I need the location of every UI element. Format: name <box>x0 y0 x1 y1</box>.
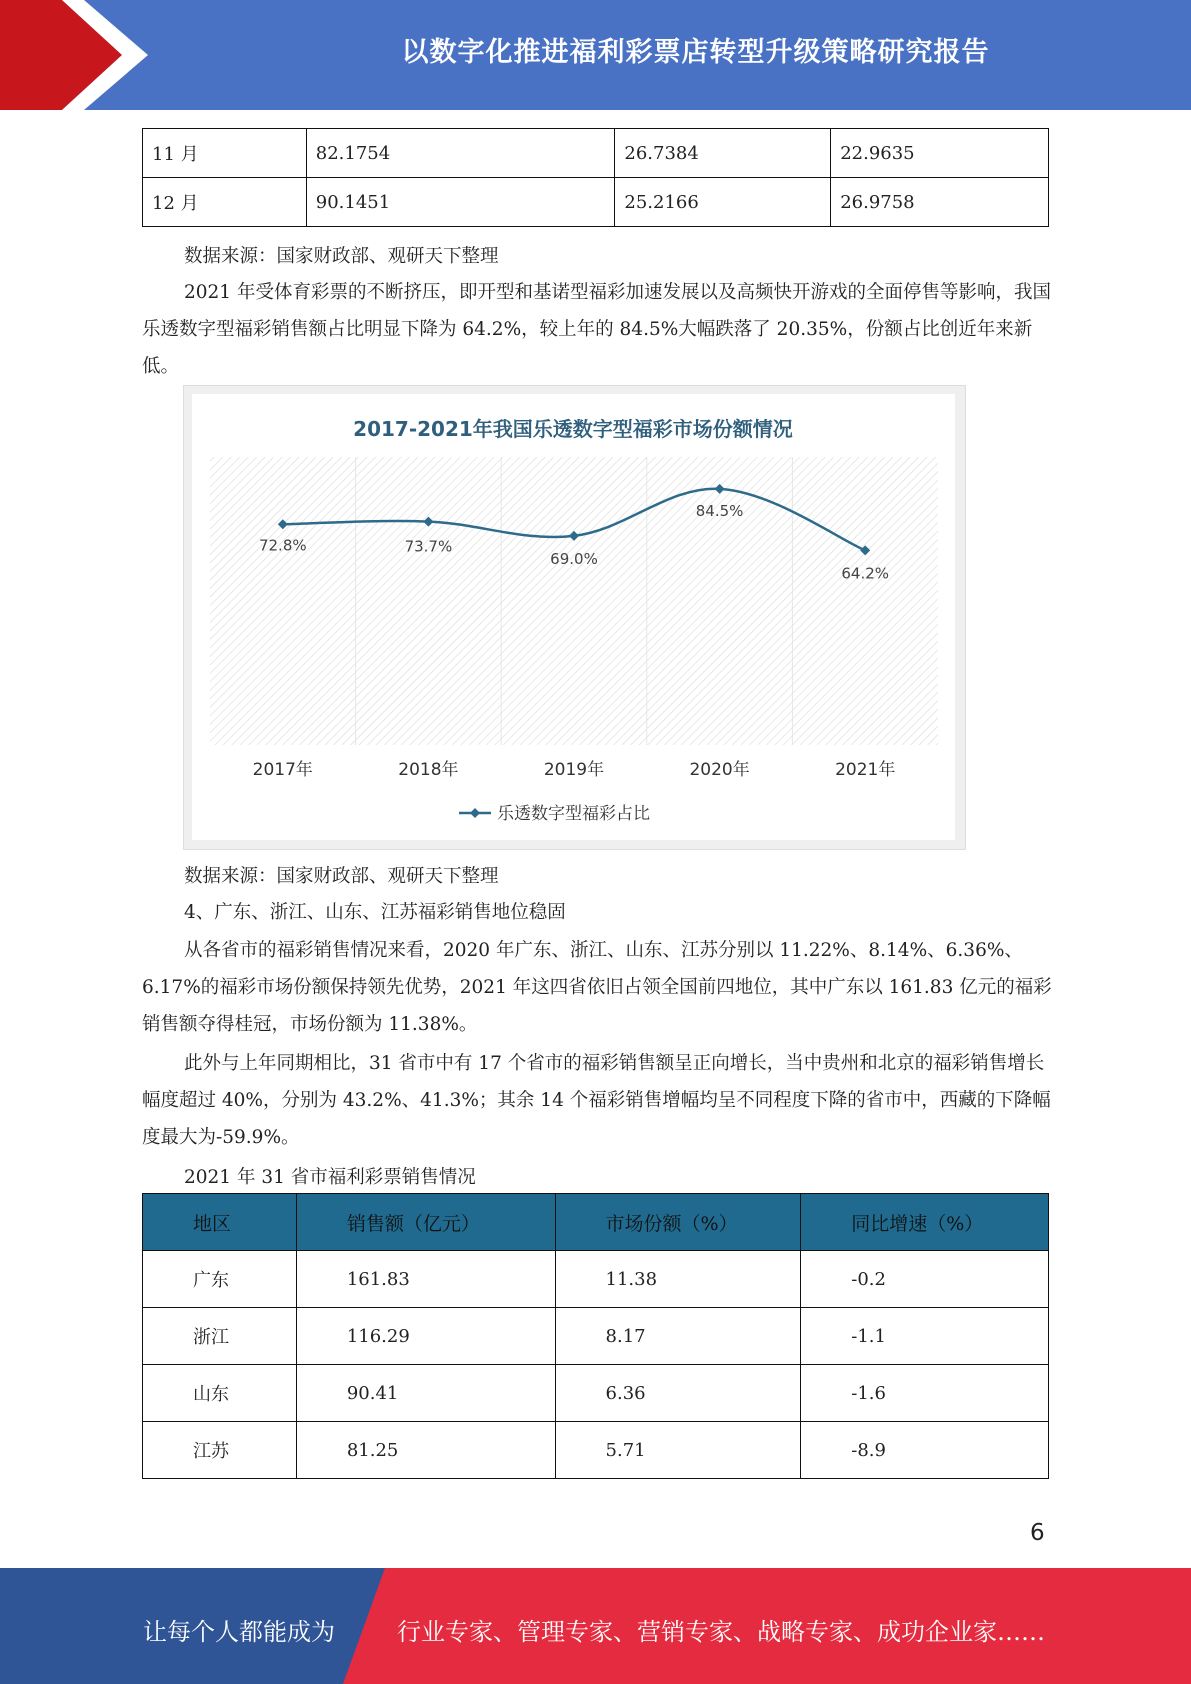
monthly-sales-table <box>142 128 1049 227</box>
table-cell: 82.1754 <box>306 129 615 178</box>
province-sales-table <box>142 1193 1049 1479</box>
data-label: 73.7% <box>404 537 453 556</box>
line-chart <box>192 394 955 840</box>
table-cell: 11 月 <box>143 129 307 178</box>
column-header: 市场份额（%） <box>555 1194 801 1251</box>
legend-label: 乐透数字型福彩占比 <box>497 804 650 824</box>
chart-frame <box>183 385 966 850</box>
data-label: 72.8% <box>258 536 307 555</box>
table-cell: 江苏 <box>143 1422 297 1479</box>
page-number: 6 <box>1030 1520 1045 1546</box>
table-cell: 116.29 <box>296 1308 555 1365</box>
legend-marker <box>470 808 480 818</box>
table-cell: 22.9635 <box>831 129 1049 178</box>
column-header: 销售额（亿元） <box>296 1194 555 1251</box>
plot-area <box>210 457 938 745</box>
table-cell: 广东 <box>143 1251 297 1308</box>
table-row <box>143 1308 1049 1365</box>
chart-title: 2017-2021年我国乐透数字型福彩市场份额情况 <box>353 417 793 441</box>
x-tick-label: 2021年 <box>835 760 896 780</box>
table-cell: -1.6 <box>801 1365 1049 1422</box>
table-cell: 26.9758 <box>831 178 1049 227</box>
data-source-note: 数据来源：国家财政部、观研天下整理 <box>184 866 499 887</box>
header-arrow-decoration <box>0 0 200 110</box>
x-tick-label: 2018年 <box>398 760 459 780</box>
table-row <box>143 1365 1049 1422</box>
table-cell: -8.9 <box>801 1422 1049 1479</box>
chart-area <box>192 394 955 840</box>
table-cell: 81.25 <box>296 1422 555 1479</box>
page-header <box>0 0 1191 110</box>
column-header: 地区 <box>143 1194 297 1251</box>
footer-slogan-right: 行业专家、管理专家、营销专家、战略专家、成功企业家…… <box>397 1618 1045 1646</box>
x-tick-label: 2017年 <box>252 760 313 780</box>
table-cell: 26.7384 <box>615 129 831 178</box>
table-header-row <box>143 1194 1049 1251</box>
section-heading: 4、广东、浙江、山东、江苏福彩销售地位稳固 <box>184 902 566 923</box>
table-row <box>143 1422 1049 1479</box>
paragraph: 2021 年受体育彩票的不断挤压，即开型和基诺型福彩加速发展以及高频快开游戏的全面停售等影响，我国乐透数字型福彩销售额占比明显下降为 64.2%，较上年的 84.5%大幅跌落了 20.35%，份额占比创近年来新低。 <box>142 282 1051 377</box>
table-cell: 山东 <box>143 1365 297 1422</box>
paragraph: 从各省市的福彩销售情况来看，2020 年广东、浙江、山东、江苏分别以 11.22%、8.14%、6.36%、6.17%的福彩市场份额保持领先优势，2021 年这四省依旧占领全国前四地位，其中广东以 161.83 亿元的福彩销售额夺得桂冠，市场份额为 11.38%。 <box>142 940 1052 1035</box>
table-cell: 12 月 <box>143 178 307 227</box>
data-label: 84.5% <box>695 501 744 520</box>
x-tick-label: 2020年 <box>689 760 750 780</box>
page-footer <box>0 1568 1191 1684</box>
paragraph: 此外与上年同期相比，31 省市中有 17 个省市的福彩销售额呈正向增长，当中贵州和北京的福彩销售增长幅度超过 40%，分别为 43.2%、41.3%；其余 14 个福彩销售增幅均呈不同程度下降的省市中，西藏的下降幅度最大为-59.9%。 <box>142 1053 1051 1148</box>
table-cell: 90.1451 <box>306 178 615 227</box>
table-caption: 2021 年 31 省市福利彩票销售情况 <box>184 1167 476 1188</box>
table-cell: 11.38 <box>555 1251 801 1308</box>
table-row <box>143 129 1049 178</box>
table-cell: 161.83 <box>296 1251 555 1308</box>
table-row <box>143 178 1049 227</box>
table-cell: 90.41 <box>296 1365 555 1422</box>
table-cell: 8.17 <box>555 1308 801 1365</box>
x-tick-label: 2019年 <box>543 760 605 780</box>
footer-slogan-left: 让每个人都能成为 <box>143 1618 335 1646</box>
table-cell: 6.36 <box>555 1365 801 1422</box>
report-title: 以数字化推进福利彩票店转型升级策略研究报告 <box>401 37 990 68</box>
data-label: 69.0% <box>550 549 598 568</box>
column-header: 同比增速（%） <box>801 1194 1049 1251</box>
data-label: 64.2% <box>841 564 890 583</box>
table-cell: 浙江 <box>143 1308 297 1365</box>
table-cell: -0.2 <box>801 1251 1049 1308</box>
table-row <box>143 1251 1049 1308</box>
data-source-note: 数据来源：国家财政部、观研天下整理 <box>184 246 499 267</box>
table-cell: -1.1 <box>801 1308 1049 1365</box>
table-cell: 5.71 <box>555 1422 801 1479</box>
table-cell: 25.2166 <box>615 178 831 227</box>
